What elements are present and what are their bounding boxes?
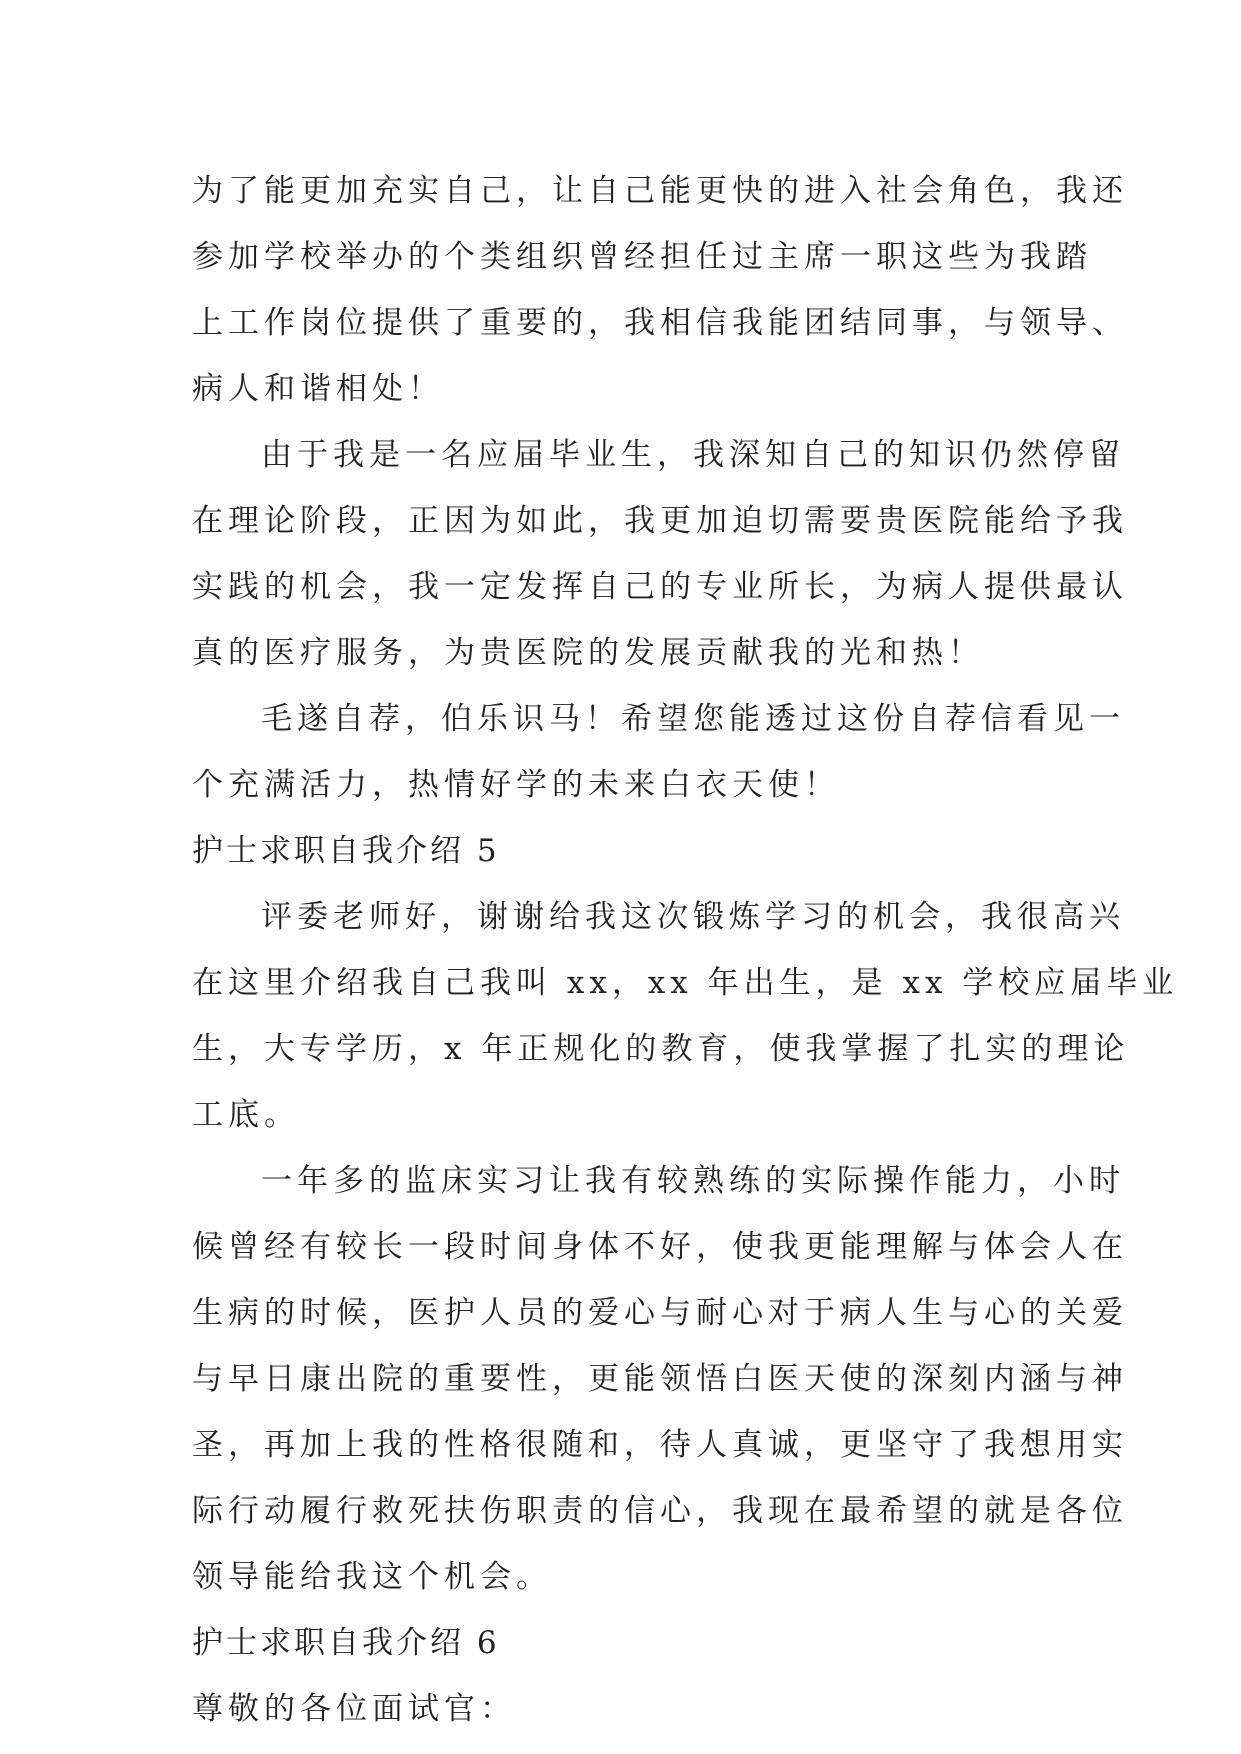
- paragraph-graduate: [192, 422, 1128, 686]
- text-line: 一年多的监床实习让我有较熟练的实际操作能力，小时: [261, 1163, 1125, 1199]
- text-line: 实践的机会，我一定发挥自己的专业所长，为病人提供最认: [192, 569, 1128, 605]
- text-line: 由于我是一名应届毕业生，我深知自己的知识仍然停留: [261, 437, 1125, 473]
- text-line: 领导能给我这个机会。: [192, 1559, 552, 1595]
- text-line: 上工作岗位提供了重要的，我相信我能团结同事，与领导、: [192, 305, 1128, 341]
- text-line: 生，大专学历，x 年正规化的教育，使我掌握了扎实的理论: [192, 1031, 1130, 1067]
- text-line: 在理论阶段，正因为如此，我更加迫切需要贵医院能给予我: [192, 503, 1128, 539]
- text-line: 与早日康出院的重要性，更能领悟白医天使的深刻内涵与神: [192, 1361, 1128, 1397]
- text-line: 工底。: [192, 1097, 300, 1133]
- text-line: 生病的时候，医护人员的爱心与耐心对于病人生与心的关爱: [192, 1295, 1128, 1331]
- text-line: 际行动履行救死扶伤职责的信心，我现在最希望的就是各位: [192, 1493, 1128, 1529]
- text-line: 在这里介绍我自己我叫 xx，xx 年出生，是 xx 学校应届毕业: [192, 965, 1179, 1001]
- paragraph-self-improvement: [192, 158, 1128, 422]
- text-line: 毛遂自荐，伯乐识马！希望您能透过这份自荐信看见一: [261, 701, 1125, 737]
- salutation-text: 尊敬的各位面试官：: [192, 1691, 516, 1727]
- section-heading-6: 护士求职自我介绍 6: [192, 1625, 500, 1661]
- text-line: 真的医疗服务，为贵医院的发展贡献我的光和热！: [192, 635, 984, 671]
- text-line: 为了能更加充实自己，让自己能更快的进入社会角色，我还: [192, 173, 1128, 209]
- text-line: 病人和谐相处！: [192, 371, 444, 407]
- text-line: 候曾经有较长一段时间身体不好，使我更能理解与体会人在: [192, 1229, 1128, 1265]
- paragraph-self-recommendation: [192, 686, 1125, 818]
- text-line: 圣，再加上我的性格很随和，待人真诚，更坚守了我想用实: [192, 1427, 1128, 1463]
- text-line: 个充满活力，热情好学的未来白衣天使！: [192, 767, 840, 803]
- paragraph-introduction: [192, 884, 1179, 1148]
- paragraph-clinical-practice: [192, 1148, 1128, 1610]
- text-line: 参加学校举办的个类组织曾经担任过主席一职这些为我踏: [192, 239, 1092, 275]
- document-body: [192, 158, 1179, 1742]
- section-heading-5: 护士求职自我介绍 5: [192, 833, 500, 869]
- salutation: [192, 1676, 1074, 1742]
- text-line: 评委老师好，谢谢给我这次锻炼学习的机会，我很高兴: [261, 899, 1125, 935]
